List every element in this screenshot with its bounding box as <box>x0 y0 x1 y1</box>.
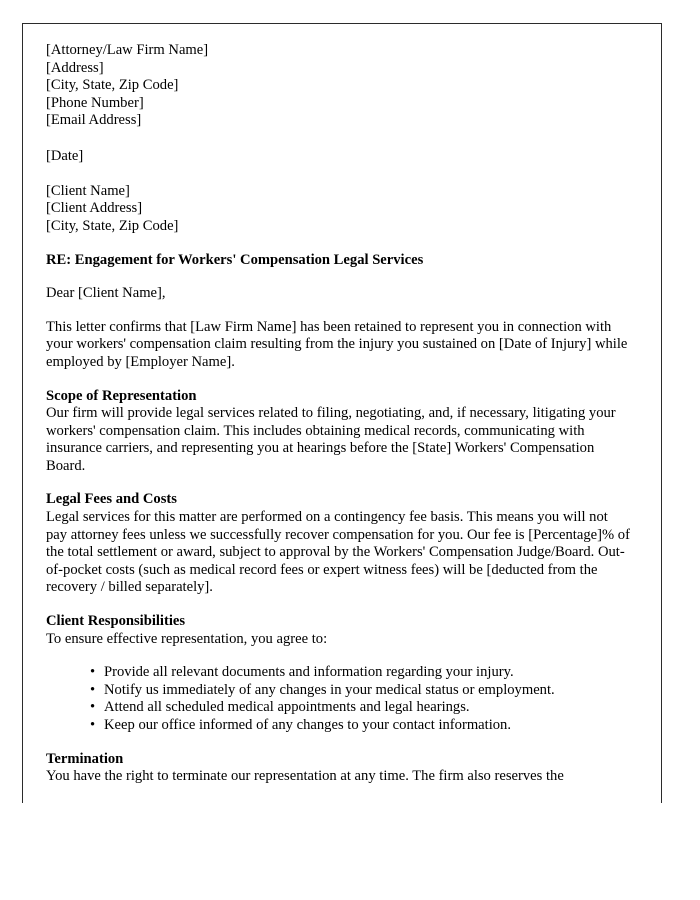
section-heading-termination: Termination <box>46 750 124 767</box>
spacer-after-sender <box>46 130 632 148</box>
section-scope-of-representation <box>46 388 632 476</box>
recipient-line-address: [Client Address] <box>46 200 143 217</box>
re-line: RE: Engagement for Workers' Compensation Legal Services <box>46 251 424 268</box>
section-termination <box>46 751 632 786</box>
sender-line-city-state-zip: [City, State, Zip Code] <box>46 77 179 94</box>
section-body-responsibilities: To ensure effective representation, you agree to: <box>46 630 328 647</box>
recipient-line-name: [Client Name] <box>46 182 130 199</box>
list-item: • Notify us immediately of any changes in your medical status or employment. <box>90 682 632 700</box>
spacer-after-date <box>46 165 632 183</box>
document-page <box>22 23 662 803</box>
spacer-before-termination <box>46 735 632 751</box>
list-item: • Provide all relevant documents and information regarding your injury. <box>90 664 632 682</box>
date-line: [Date] <box>46 147 84 164</box>
spacer-before-responsibilities <box>46 597 632 613</box>
list-item: • Keep our office informed of any changes to your contact information. <box>90 717 632 735</box>
section-client-responsibilities <box>46 613 632 735</box>
list-item: • Attend all scheduled medical appointments and legal hearings. <box>90 699 632 717</box>
client-responsibilities-list <box>46 664 632 734</box>
section-body-termination: You have the right to terminate our representation at any time. The firm also reserves the <box>46 768 564 785</box>
section-body-fees: Legal services for this matter are performed on a contingency fee basis. This means you will not pay attorney fees unless we successfully recover compensation for you. Our fee is [Percentage]% of the total settlement or award, subject to approval by the Workers' Compensation Judge/Board. Out-of-pocket costs (such as medical record fees or expert witness fees) will be [deducted from the recovery / billed separately]. <box>46 509 630 596</box>
salutation: Dear [Client Name], <box>46 285 166 302</box>
recipient-address-block <box>46 183 632 236</box>
spacer-before-re-line <box>46 236 632 252</box>
document-body <box>46 42 632 786</box>
intro-paragraph: This letter confirms that [Law Firm Name] has been retained to represent you in connection with your workers' compensation claim resulting from the injury you sustained on [Date of Injury] while employed by [Employer Name]. <box>46 318 628 370</box>
section-legal-fees-and-costs <box>46 491 632 597</box>
sender-line-address: [Address] <box>46 59 104 76</box>
sender-line-firm-name: [Attorney/Law Firm Name] <box>46 42 209 58</box>
sender-line-email: [Email Address] <box>46 112 142 129</box>
recipient-line-city-state-zip: [City, State, Zip Code] <box>46 217 179 234</box>
sender-address-block <box>46 42 632 130</box>
spacer-before-intro <box>46 303 632 319</box>
section-heading-fees: Legal Fees and Costs <box>46 491 177 508</box>
spacer-before-scope <box>46 372 632 388</box>
sender-line-phone: [Phone Number] <box>46 94 144 111</box>
section-body-scope: Our firm will provide legal services related to filing, negotiating, and, if necessary, litigating your workers' compensation claim. This includes obtaining medical records, communicating with insurance carriers, and representing you at hearings before the [State] Workers' Compensation Board. <box>46 405 616 474</box>
section-heading-responsibilities: Client Responsibilities <box>46 613 186 630</box>
spacer-before-fees <box>46 475 632 491</box>
spacer-before-bullets <box>46 648 632 664</box>
spacer-before-salutation <box>46 269 632 285</box>
section-heading-scope: Scope of Representation <box>46 387 197 404</box>
